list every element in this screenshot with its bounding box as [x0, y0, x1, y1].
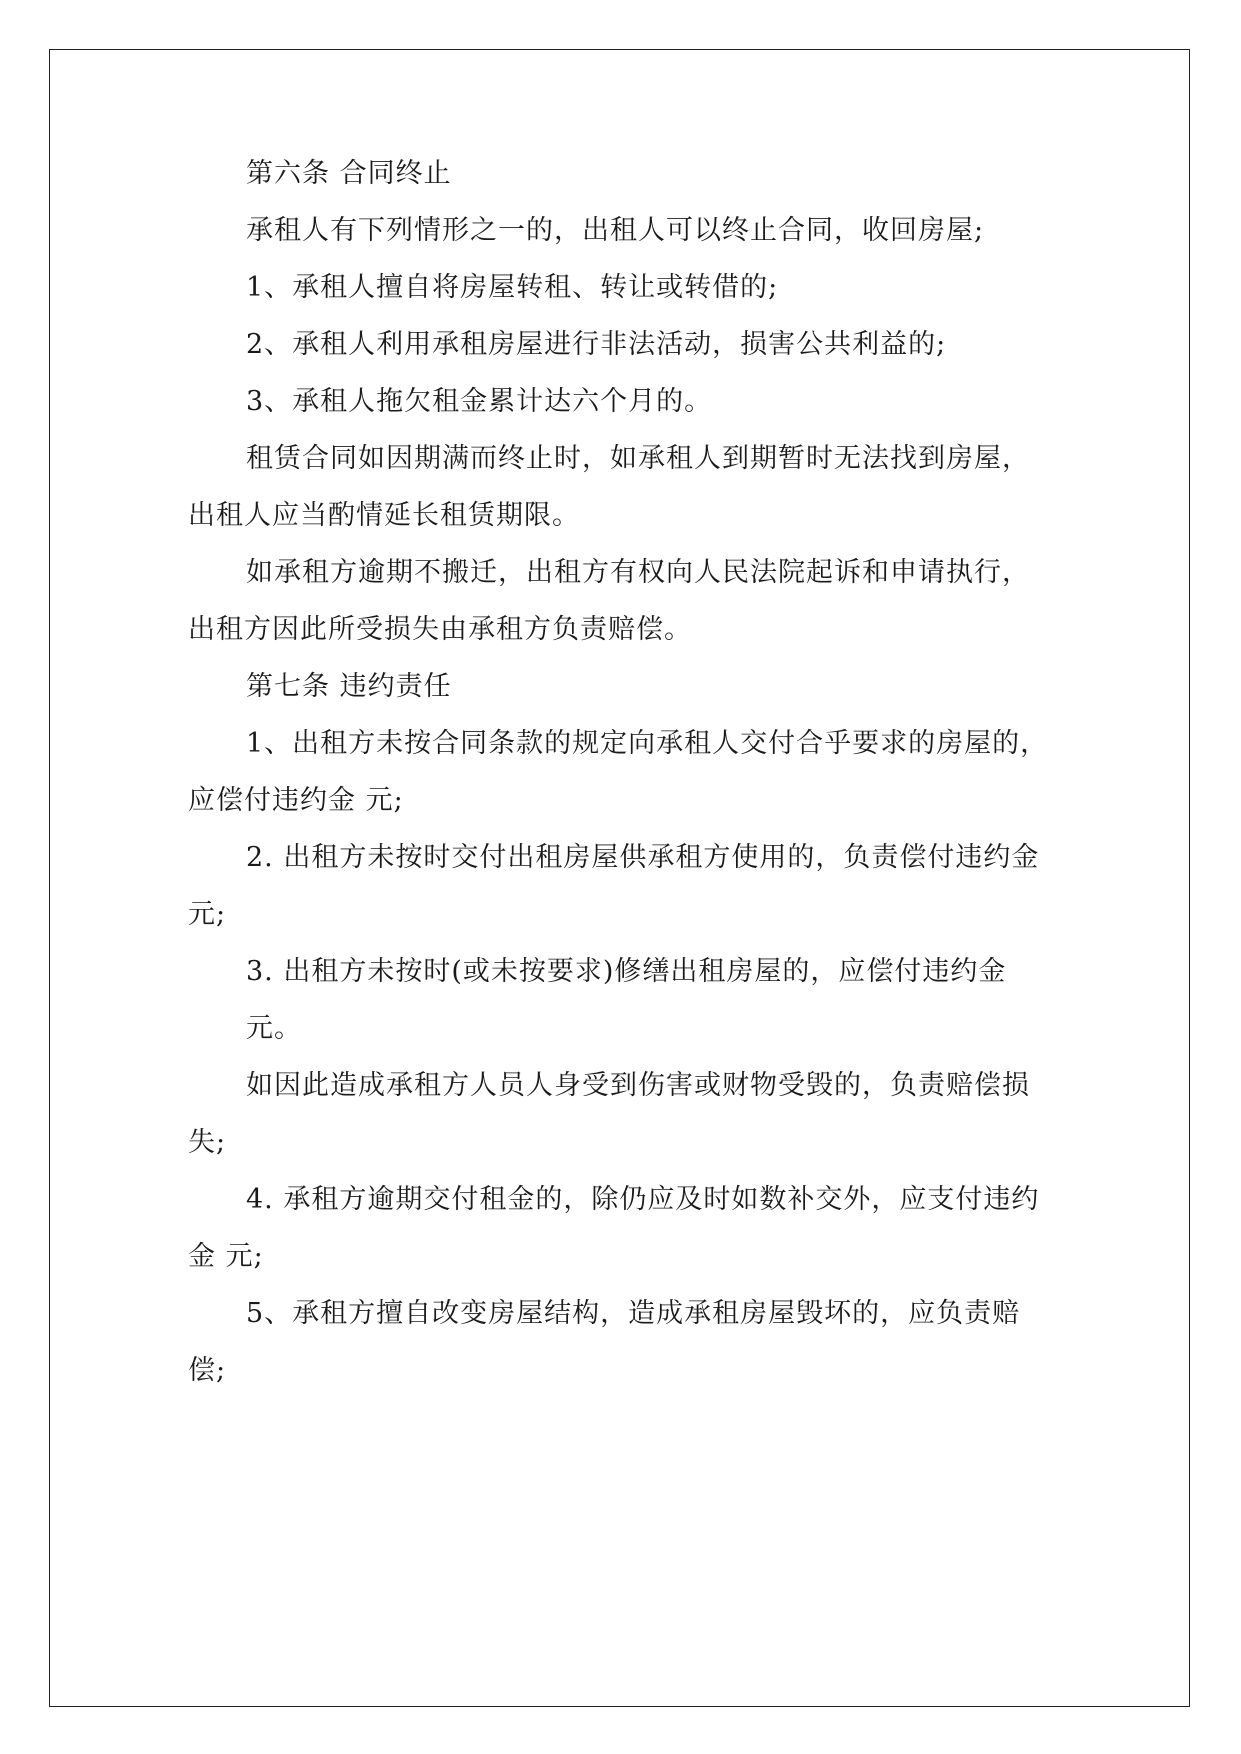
list-item: 2、承租人利用承租房屋进行非法活动，损害公共利益的;	[246, 329, 947, 360]
paragraph-line: 偿;	[188, 1355, 227, 1386]
paragraph-line: 元。	[246, 1013, 302, 1044]
list-item: 4. 承租方逾期交付租金的，除仍应及时如数补交外，应支付违约	[246, 1184, 1040, 1215]
paragraph-line: 出租人应当酌情延长租赁期限。	[188, 500, 580, 531]
paragraph-line: 元;	[188, 899, 227, 930]
list-item: 1、承租人擅自将房屋转租、转让或转借的;	[246, 272, 779, 303]
paragraph-line: 如因此造成承租方人员人身受到伤害或财物受毁的，负责赔偿损	[246, 1070, 1030, 1101]
list-item: 5、承租方擅自改变房屋结构，造成承租房屋毁坏的，应负责赔	[246, 1298, 1021, 1329]
list-item: 2. 出租方未按时交付出租房屋供承租方使用的，负责偿付违约金	[246, 842, 1040, 873]
list-item: 3. 出租方未按时(或未按要求)修缮出租房屋的，应偿付违约金	[246, 956, 1007, 987]
list-item: 3、承租人拖欠租金累计达六个月的。	[246, 386, 713, 417]
paragraph-line: 金 元;	[188, 1241, 264, 1272]
paragraph-line: 失;	[188, 1127, 227, 1158]
paragraph-line: 如承租方逾期不搬迁，出租方有权向人民法院起诉和申请执行，	[246, 557, 1030, 588]
list-item: 1、出租方未按合同条款的规定向承租人交付合乎要求的房屋的，	[246, 728, 1049, 759]
paragraph-line: 出租方因此所受损失由承租方负责赔偿。	[188, 614, 692, 645]
paragraph-line: 应偿付违约金 元;	[188, 785, 404, 816]
article-6-heading: 第六条 合同终止	[246, 158, 452, 189]
paragraph-line: 承租人有下列情形之一的，出租人可以终止合同，收回房屋;	[246, 215, 985, 246]
paragraph-line: 租赁合同如因期满而终止时，如承租人到期暂时无法找到房屋，	[246, 443, 1030, 474]
article-7-heading: 第七条 违约责任	[246, 671, 452, 702]
